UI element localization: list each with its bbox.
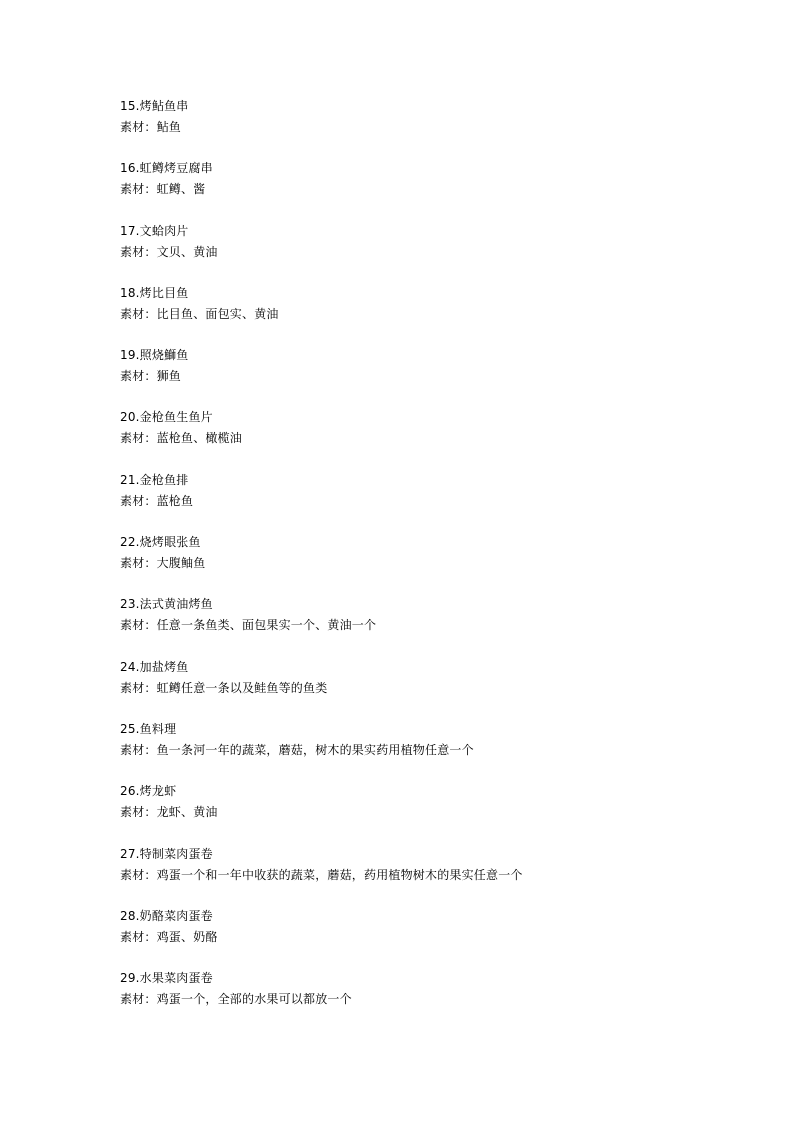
recipe-entry (120, 719, 760, 781)
recipe-entry (120, 657, 760, 719)
recipe-entry (120, 781, 760, 843)
recipe-title: 16.虹鳟烤豆腐串 (120, 161, 213, 176)
recipe-title: 22.烧烤眼张鱼 (120, 535, 201, 550)
recipe-entry (120, 96, 760, 158)
recipe-materials: 素材：大腹鲉鱼 (120, 556, 206, 571)
recipe-materials: 素材：任意一条鱼类、面包果实一个、黄油一个 (120, 618, 377, 633)
recipe-entry (120, 532, 760, 594)
recipe-title: 23.法式黄油烤鱼 (120, 597, 213, 612)
recipe-materials: 素材：虹鳟、酱 (120, 182, 206, 197)
recipe-materials: 素材：狮鱼 (120, 369, 182, 384)
recipe-materials: 素材：鲇鱼 (120, 120, 182, 134)
recipe-materials: 素材：龙虾、黄油 (120, 805, 218, 820)
recipe-title: 17.文蛤肉片 (120, 223, 189, 238)
recipe-title: 28.奶酪菜肉蛋卷 (120, 908, 213, 923)
recipe-title: 19.照烧鰤鱼 (120, 348, 189, 363)
recipe-entry (120, 906, 760, 968)
recipe-entry (120, 283, 760, 345)
recipe-materials: 素材：蓝枪鱼 (120, 493, 194, 508)
recipe-entry (120, 345, 760, 407)
recipe-materials: 素材：文贝、黄油 (120, 244, 218, 259)
recipe-entry (120, 844, 760, 906)
recipe-materials: 素材：鸡蛋一个，全部的水果可以都放一个 (120, 992, 352, 1007)
recipe-materials: 素材：比目鱼、面包实、黄油 (120, 306, 279, 321)
recipe-materials: 素材：鸡蛋一个和一年中收获的蔬菜，蘑菇，药用植物树木的果实任意一个 (120, 867, 523, 882)
recipe-materials: 素材：鱼一条河一年的蔬菜，蘑菇，树木的果实药用植物任意一个 (120, 742, 474, 757)
recipe-title: 18.烤比目鱼 (120, 285, 189, 300)
recipe-materials: 素材：鸡蛋、奶酪 (120, 929, 218, 944)
recipe-entry (120, 221, 760, 283)
document-page (120, 96, 760, 1030)
recipe-entry (120, 968, 760, 1030)
recipe-title: 20.金枪鱼生鱼片 (120, 410, 213, 425)
recipe-title: 15.烤鲇鱼串 (120, 99, 189, 113)
recipe-title: 29.水果菜肉蛋卷 (120, 971, 213, 986)
recipe-entry (120, 470, 760, 532)
recipe-title: 26.烤龙虾 (120, 784, 177, 799)
recipe-materials: 素材：虹鳟任意一条以及鲑鱼等的鱼类 (120, 680, 328, 695)
recipe-entry (120, 407, 760, 469)
recipe-title: 27.特制菜肉蛋卷 (120, 846, 213, 861)
recipe-title: 24.加盐烤鱼 (120, 659, 189, 674)
recipe-title: 21.金枪鱼排 (120, 472, 189, 487)
recipe-entry (120, 158, 760, 220)
recipe-entry (120, 594, 760, 656)
recipe-title: 25.鱼料理 (120, 721, 177, 736)
recipe-materials: 素材：蓝枪鱼、橄榄油 (120, 431, 243, 446)
